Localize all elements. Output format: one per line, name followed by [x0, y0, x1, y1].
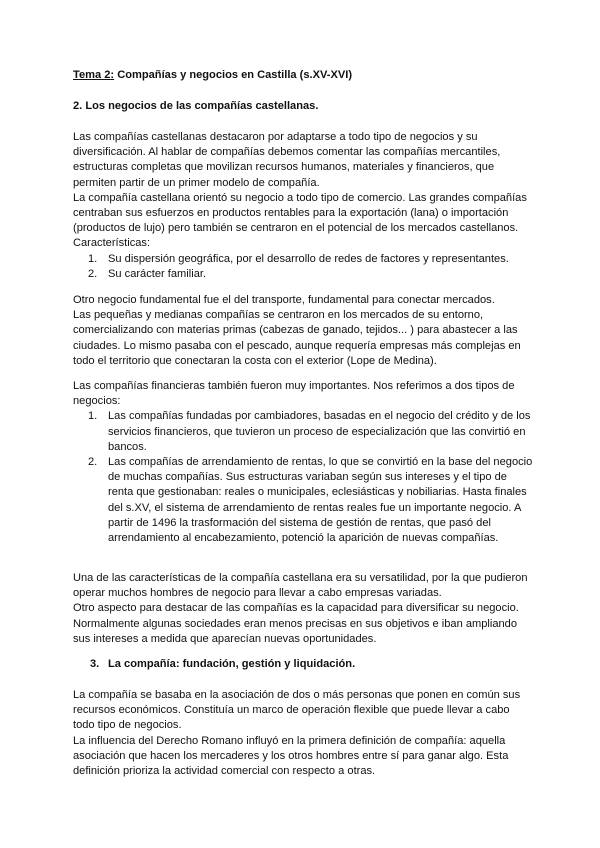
paragraph: Las compañías financieras también fueron muy importantes. Nos referimos a dos tipos de negocios: — [73, 380, 515, 408]
title-text: Compañías y negocios en Castilla (s.XV-XVI) — [114, 69, 353, 81]
section-3-heading-text: La compañía: fundación, gestión y liquidación. — [108, 658, 356, 670]
section-2-block-d — [73, 571, 533, 647]
list-item: 1. Su dispersión geográfica, por el desarrollo de redes de factores y representantes. — [88, 252, 509, 265]
section-2-heading: 2. Los negocios de las compañías castellanas. — [73, 100, 319, 112]
section-2-block-c — [73, 379, 533, 546]
paragraph: Las pequeñas y medianas compañías se centraron en los mercados de su entorno, comercializando con materias primas (cabezas de ganado, tejidos... ) para abastecer a las ciudades. Lo mismo pasaba con el pescado, aunque requería empresas más complejas en todo el territorio que conectaran la costa con el exterior (Lope de Medina). — [73, 309, 521, 367]
paragraph: La compañía se basaba en la asociación de dos o más personas que ponen en común sus recursos económicos. Constituía un marco de operación flexible que puede llevar a cabo todo tipo de negocios. — [73, 689, 521, 732]
title-prefix: Tema 2: — [73, 69, 115, 81]
list-item: 2. Las compañías de arrendamiento de rentas, lo que se convirtió en la base del negocio de muchas compañías. Sus estructuras variaban según sus intereses y el tipo de renta que gestionaban: reales o municipales, eclesiásticas y nobiliarias. Hasta finales del s.XV, el sistema de arrendamiento de rentas reales fue un importante negocio. A partir de 1496 la trasformación del sistema de gestión de rentas, que pasó del arrendamiento al encabezamiento, potenció la aparición de nuevas compañías. — [88, 456, 533, 545]
financial-types-list — [73, 409, 533, 546]
list-item: 1. Las compañías fundadas por cambiadores, basadas en el negocio del crédito y de los servicios financieros, que tuvieron un proceso de especialización que las convirtió en bancos. — [88, 410, 531, 453]
section-3-heading — [73, 657, 550, 672]
paragraph: La influencia del Derecho Romano influyó en la primera definición de compañía: aquella asociación que hacen los mercaderes y los otros hombres entre sí para ganar algo. Esta definición prioriza la actividad comercial con respecto a otras. — [73, 734, 509, 778]
list-item: 2. Su carácter familiar. — [88, 267, 207, 280]
paragraph: Otro negocio fundamental fue el del transporte, fundamental para conectar mercados. — [73, 294, 495, 306]
paragraph: Otro aspecto para destacar de las compañías es la capacidad para diversificar su negocio. Normalmente algunas sociedades eran menos precisas en sus objetivos e iban ampliando sus intereses a medida que aparecían nuevas oportunidades. — [73, 602, 519, 645]
paragraph: La compañía castellana orientó su negocio a todo tipo de comercio. Las grandes compañías centraban sus esfuerzos en productos rentables para la exportación (lana) o importación (productos de lujo) pero también se centraron en el potencial de los mercados castellanos. — [73, 191, 527, 235]
document-title — [73, 68, 533, 83]
paragraph: Las compañías castellanas destacaron por adaptarse a todo tipo de negocios y su diversificación. Al hablar de compañías debemos comentar las compañías mercantiles, estructuras completas que movilizan recursos humanos, materiales y financieros, que permiten partir de un primer modelo de compañía. — [73, 131, 501, 189]
characteristics-label: Características: — [73, 237, 151, 250]
section-3-block — [73, 688, 533, 779]
section-2-block-b — [73, 293, 533, 369]
section-2-block-a — [73, 130, 533, 282]
section-3-number: 3. — [90, 658, 100, 670]
paragraph: Una de las características de la compañía castellana era su versatilidad, por la que pudieron operar muchos hombres de negocio para llevar a cabo empresas variadas. — [73, 572, 528, 600]
characteristics-list — [73, 252, 533, 282]
